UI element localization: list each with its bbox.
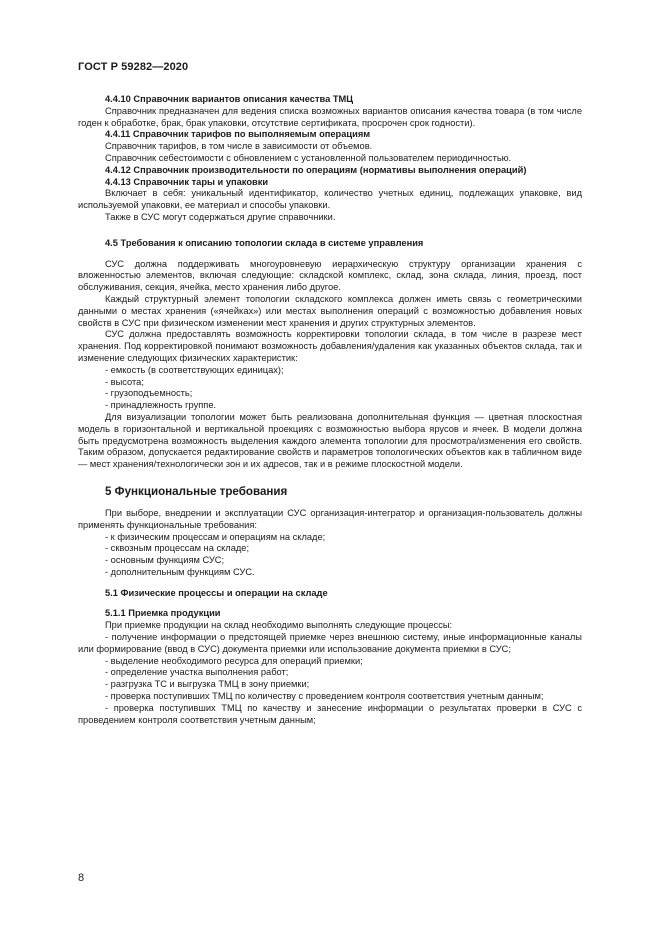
list-item: - высота;: [105, 376, 144, 387]
list-item: - разгрузка ТС и выгрузка ТМЦ в зону приемки;: [105, 679, 310, 690]
paragraph: Также в СУС могут содержаться другие справочники.: [105, 211, 336, 222]
paragraph: Включает в себя: уникальный идентификатор, количество учетных единиц, подлежащих упаковке, вид используемой упаковки, ее материал и способы упаковки.: [78, 188, 582, 211]
spacer: [78, 471, 582, 485]
paragraph: - проверка поступивших ТМЦ по количеству с проведением контроля соответствия учетным данным;: [105, 691, 544, 702]
paragraph: - получение информации о предстоящей приемке через внешнюю систему, иные информационные каналы или формирование (ввод в СУС) документа приемки или использование документа приемки в СУС;: [78, 632, 582, 654]
paragraph: СУС должна предоставлять возможность корректировки топологии склада, в том числе в разрезе мест хранения. Под корректировкой понимают возможность добавления/удаления как указанных объектов склада, так и изменение следующих физических характеристик:: [78, 329, 582, 363]
subsection-heading: 4.4.11 Справочник тарифов по выполняемым операциям: [105, 129, 371, 140]
paragraph: Каждый структурный элемент топологии складского комплекса должен иметь связь с геометрическими данными о местах хранения («ячейках») или местах выполнения операций с возможностью добавления новых свойств в СУС при физическом изменении мест хранения и других структурных элементов.: [78, 293, 582, 328]
paragraph: Для визуализации топологии может быть реализована дополнительная функция — цветная плоскостная модель в горизонтальной и вертикальной проекциях с возможностью выбора ярусов и ячеек. В модели должна быть предусмотрена возможность выделения каждого элемента топологии для просмотра/изменения его свойств. Таким образом, допускается редактирование свойств и параметров топологических объектов как в табличном виде — мест хранения/технологически зон и их адресов, так и в режиме плоскостной модели.: [78, 411, 582, 470]
list-item: - грузоподъемность;: [105, 388, 193, 399]
page-number: 8: [78, 872, 85, 884]
paragraph: Справочник себестоимости с обновлением с установленной пользователем периодичностью.: [105, 152, 512, 163]
list-item: - сквозным процессам на складе;: [105, 543, 250, 554]
document-header: ГОСТ Р 59282—2020: [78, 61, 189, 73]
paragraph: СУС должна поддерживать многоуровневую иерархическую структуру организации хранения с вложенностью элементов, включая следующие: складской комплекс, склад, зона склада, линия, проезд, пост обслуживания, секция, ячейка, место хранения либо другое.: [78, 258, 582, 293]
section-heading: 5.1.1 Приемка продукции: [105, 608, 221, 619]
list-item: - емкость (в соответствующих единицах);: [105, 364, 284, 375]
subsection-heading: 4.4.12 Справочник производительности по операциям (нормативы выполнения операций): [105, 164, 527, 175]
paragraph: Справочник тарифов, в том числе в зависимости от объемов.: [105, 141, 373, 152]
section-heading: 4.5 Требования к описанию топологии склада в системе управления: [105, 237, 424, 248]
spacer: [78, 579, 582, 588]
spacer: [78, 224, 582, 238]
paragraph: При выборе, внедрении и эксплуатации СУС организация-интегратор и организация-пользователь должны применять функциональные требования:: [78, 507, 582, 530]
paragraph: - проверка поступивших ТМЦ по качеству и занесение информации о результатах проверки в СУС с проведением контроля соответствия учетным данным;: [78, 702, 582, 725]
section-heading: 5.1 Физические процессы и операции на складе: [105, 587, 328, 598]
subsection-heading: 4.4.10 Справочник вариантов описания качества ТМЦ: [105, 94, 354, 104]
chapter-heading: 5 Функциональные требования: [105, 484, 288, 498]
spacer: [78, 599, 582, 608]
list-item: - принадлежность группе.: [105, 400, 217, 411]
list-item: - дополнительным функциям СУС.: [105, 566, 255, 577]
paragraph: Справочник предназначен для ведения списка возможных вариантов описания качества товара (в том числе годен к обработке, брак, брак упаковки, отсутствие сертификата, просрочен срок годности).: [78, 105, 582, 128]
paragraph: При приемке продукции на склад необходимо выполнять следующие процессы:: [105, 620, 453, 631]
subsection-heading: 4.4.13 Справочник тары и упаковки: [105, 176, 269, 187]
list-item: - к физическим процессам и операциям на складе;: [105, 531, 326, 542]
list-item: - выделение необходимого ресурса для операций приемки;: [105, 655, 363, 666]
document-body: [78, 94, 582, 726]
list-item: - определение участка выполнения работ;: [105, 667, 289, 678]
list-item: - основным функциям СУС;: [105, 555, 225, 566]
spacer: [78, 250, 582, 259]
spacer: [78, 499, 582, 508]
